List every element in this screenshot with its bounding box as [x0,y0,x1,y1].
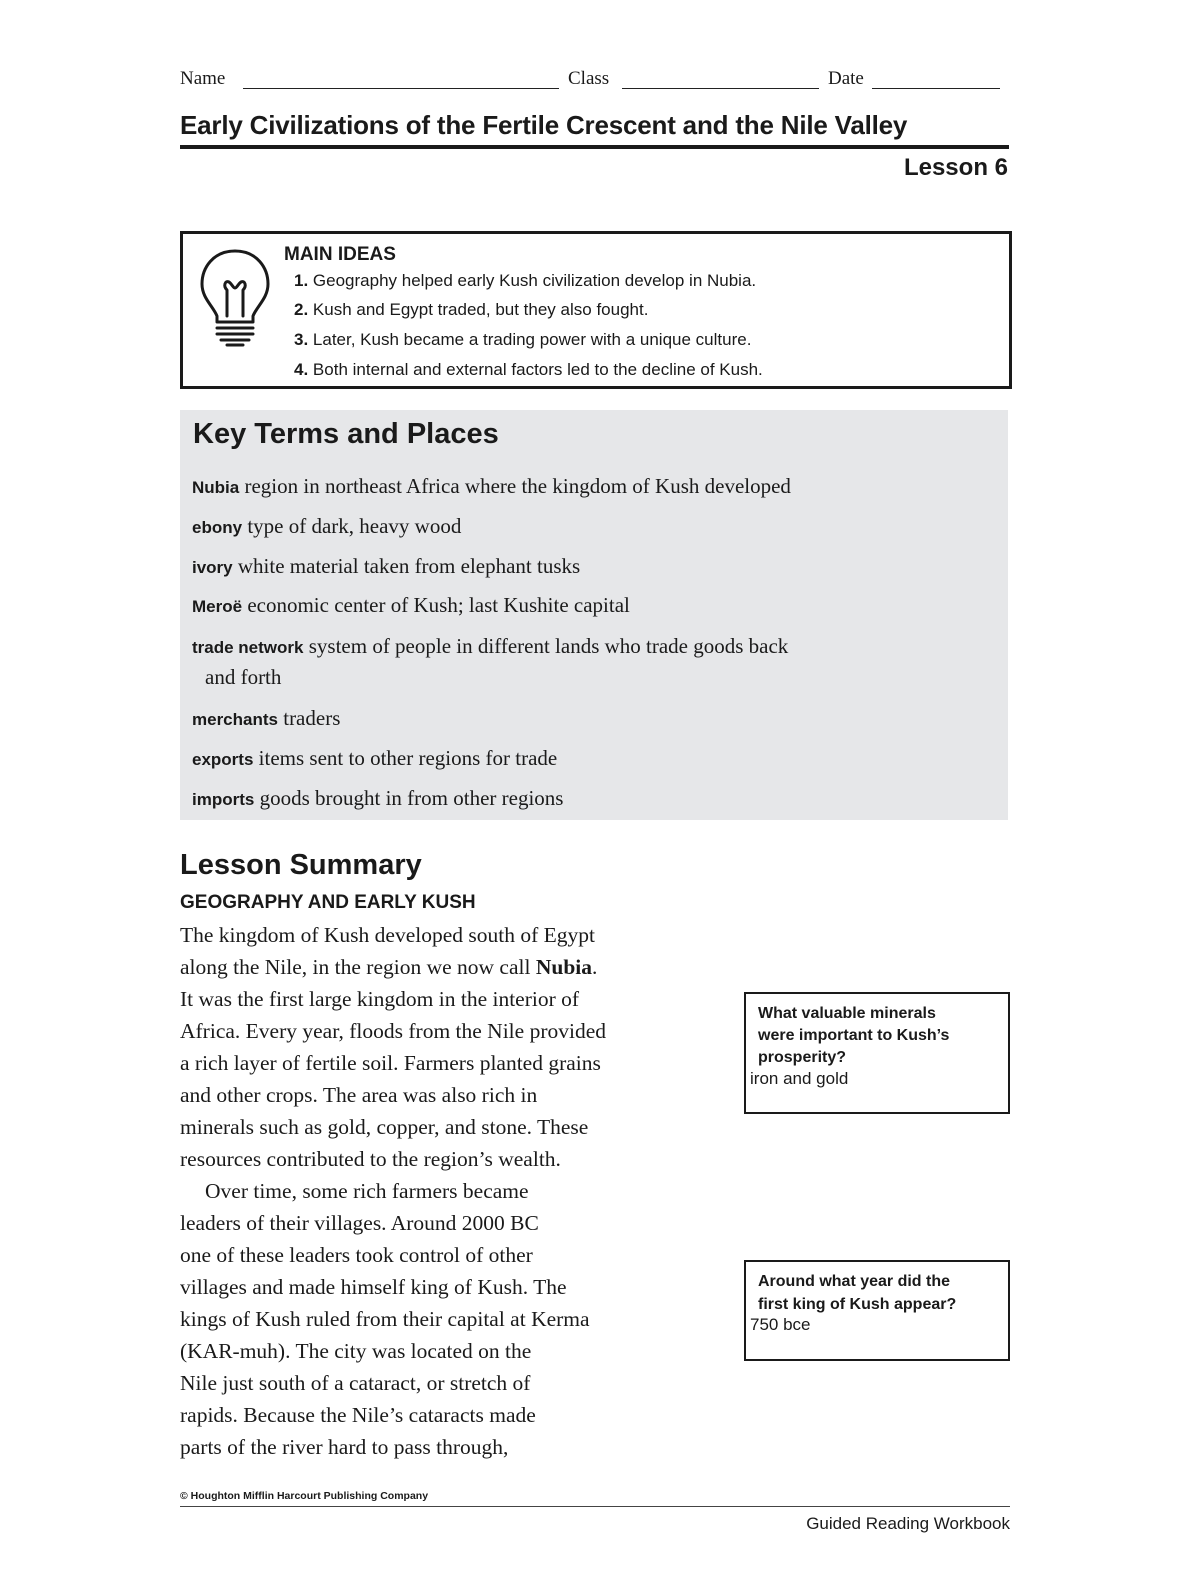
summary-text-line: kings of Kush ruled from their capital at Kerma [180,1307,590,1331]
title-rule [180,145,1009,149]
date-field-line[interactable] [872,88,1000,89]
copyright-notice: © Houghton Mifflin Harcourt Publishing Company [180,1490,429,1502]
summary-text-segment: along the Nile, in the region we now call [180,955,536,979]
key-term-row [192,702,952,736]
lesson-number: Lesson 6 [903,154,1008,181]
key-terms-heading: Key Terms and Places [193,418,499,450]
summary-text-line: leaders of their villages. Around 2000 BC [180,1211,539,1235]
main-ideas-box [180,231,1012,389]
key-term-row [192,550,952,584]
highlighted-term: Nubia [535,955,593,979]
question-line: Around what year did the [758,1273,951,1290]
main-idea-number: 1. [294,271,309,290]
answer-field[interactable]: 750 bce [750,1315,811,1334]
key-term-row [192,782,952,816]
summary-text-line: resources contributed to the region’s wealth. [180,1147,561,1171]
key-term-definition: items sent to other regions for trade [258,746,558,770]
main-idea-number: 3. [294,330,309,349]
summary-text-line: and other crops. The area was also rich in [180,1083,538,1107]
main-idea-text: Kush and Egypt traded, but they also fought. [312,300,649,319]
summary-text-segment: . [592,955,598,979]
key-term: Meroë [192,597,243,616]
key-term: trade network [192,638,304,657]
question-line: first king of Kush appear? [758,1296,957,1313]
name-label: Name [180,68,226,89]
key-term-row [192,742,952,776]
key-term-definition: system of people in different lands who trade goods back [308,634,789,658]
summary-text-line: It was the first large kingdom in the interior of [180,987,580,1011]
key-term-definition: goods brought in from other regions [259,786,564,810]
answer-field[interactable]: iron and gold [750,1069,849,1088]
question-box-minerals [744,992,1010,1114]
key-term: Nubia [192,478,240,497]
page-title: Early Civilizations of the Fertile Crescent and the Nile Valley [180,110,908,140]
main-idea-item [294,271,756,291]
key-term-row [192,510,952,544]
summary-text-line: Over time, some rich farmers became [205,1179,529,1203]
key-term-definition: region in northeast Africa where the kingdom of Kush developed [244,474,791,498]
name-field-line[interactable] [243,88,559,89]
key-term-row [192,589,952,623]
key-term: ebony [192,518,243,537]
key-term-row [192,630,952,664]
key-term: exports [192,750,254,769]
summary-text-line: Africa. Every year, floods from the Nile provided [180,1019,607,1043]
question-line: What valuable minerals [758,1005,936,1022]
question-line: were important to Kush’s [758,1027,950,1044]
main-idea-number: 4. [294,360,309,379]
key-term-definition: white material taken from elephant tusks [237,554,581,578]
key-term-definition-continued: and forth [205,665,282,689]
key-term-definition: type of dark, heavy wood [247,514,462,538]
key-term-definition: traders [283,706,341,730]
main-idea-number: 2. [294,300,309,319]
workbook-label: Guided Reading Workbook [806,1514,1010,1533]
date-label: Date [828,68,864,89]
main-idea-item [294,330,751,350]
summary-text-line: parts of the river hard to pass through, [180,1435,509,1459]
key-term: merchants [192,710,278,729]
summary-text-line: a rich layer of fertile soil. Farmers planted grains [180,1051,601,1075]
key-terms-panel [180,410,1008,820]
lesson-summary-heading: Lesson Summary [180,849,422,881]
main-idea-text: Geography helped early Kush civilization develop in Nubia. [312,271,757,290]
question-line: prosperity? [758,1049,847,1066]
summary-text-line: Nile just south of a cataract, or stretch of [180,1371,531,1395]
main-ideas-heading: MAIN IDEAS [284,244,396,265]
summary-text-line: one of these leaders took control of other [180,1243,533,1267]
summary-text-line: (KAR-muh). The city was located on the [180,1339,532,1363]
key-term: ivory [192,558,233,577]
section-heading: GEOGRAPHY AND EARLY KUSH [180,892,476,913]
summary-text-line: rapids. Because the Nile’s cataracts made [180,1403,536,1427]
question-box-first-king [744,1260,1010,1361]
header-row [180,66,1010,96]
class-field-line[interactable] [622,88,819,89]
footer-rule [180,1506,1010,1507]
key-term-row [192,470,952,504]
main-idea-text: Both internal and external factors led to the decline of Kush. [312,360,763,379]
lightbulb-icon [197,246,273,348]
main-idea-item [294,360,763,380]
key-term: imports [192,790,255,809]
summary-text-line: minerals such as gold, copper, and stone. These [180,1115,589,1139]
main-idea-item [294,300,648,320]
key-term-definition: economic center of Kush; last Kushite capital [247,593,630,617]
summary-text-line: The kingdom of Kush developed south of Egypt [180,923,596,947]
class-label: Class [568,68,610,89]
summary-text-line [180,955,597,980]
summary-text-line: villages and made himself king of Kush. The [180,1275,567,1299]
main-idea-text: Later, Kush became a trading power with a unique culture. [312,330,752,349]
